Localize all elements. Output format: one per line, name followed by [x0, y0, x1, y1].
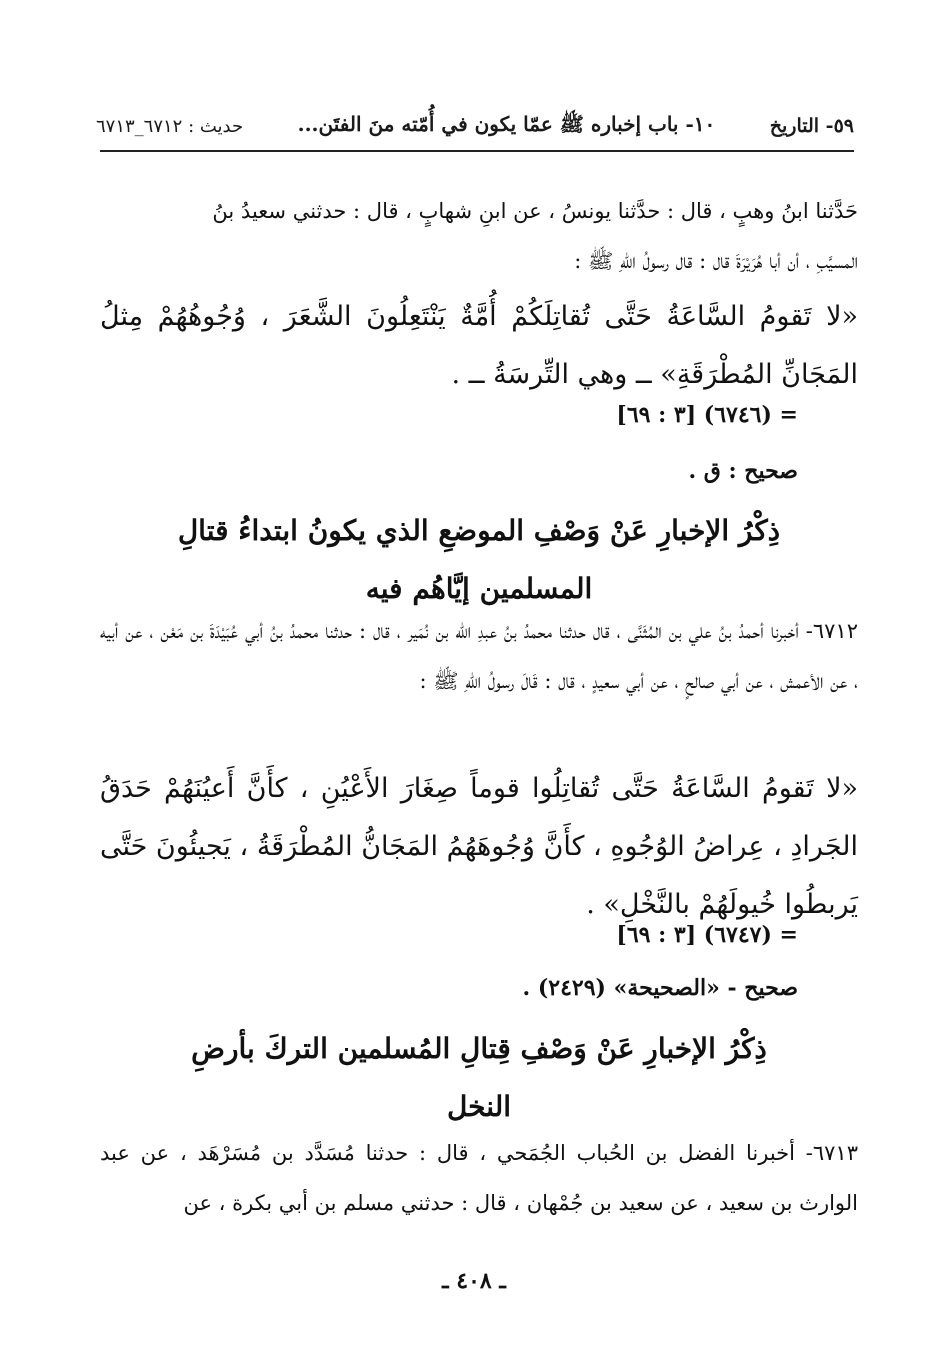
- heading-2-line-1: ذِكْرُ الإخبارِ عَنْ وَصْفِ قِتالِ المُسلمين التركَ بأرضِ: [191, 1032, 767, 1065]
- hadith-6712-grade: صحيح - «الصحيحة» (٢٤٢٩) .: [522, 975, 798, 1001]
- header-rule: [100, 150, 854, 152]
- hadith-6712-text: «لا تَقومُ السَّاعَةُ حَتَّى تُقاتِلُوا قوماً صِغَارَ الأَعْيُنِ ، كأَنَّ أَعيُنَهُمْ حَدَقُ الجَرادِ ، عِراضُ الوُجُوهِ ، كأَنَّ وُجُوهَهُمُ المَجَانُّ المُطْرَقَةُ ، يَجيئُونَ حَتَّى يَربطُوا خُيولَهُمْ بالنَّخْلِ» .: [100, 773, 858, 920]
- section-heading-2: [100, 1020, 858, 1136]
- intro-line-1: حَدَّثنا ابنُ وهبٍ ، قال : حدَّثنا يونسُ ، عن ابنِ شهابٍ ، قال : حدثني سعيدُ بنُ: [212, 199, 858, 223]
- section-heading-1: [100, 502, 858, 618]
- heading-1-line-1: ذِكْرُ الإخبارِ عَنْ وَصْفِ الموضعِ الذي يكونُ ابتداءُ قتالِ: [177, 514, 781, 547]
- hadith-1-grade: صحيح : ق .: [688, 458, 798, 484]
- hadith-6712-isnad: ٦٧١٢- أخبرنا أحمدُ بنُ علي بن المُثَنَّى ، قال حدثنا محمدُ بنُ عبدِ اللّه بن نُمَير ، قال : حدثنا محمدُ بنُ أبي عُبَيْدَةَ بن مَعْن ، عن أبيه ، عن الأعمش ، عن أبي صالحٍ ، عن أبي سعيدٍ ، قال : قَالَ رسولُ اللّهِ ﷺ :: [100, 619, 858, 693]
- hadith-6713-isnad: ٦٧١٣- أخبرنا الفضل بن الحُباب الجُمَحي ، قال : حدثنا مُسَدَّد بن مُسَرْهَد ، عن عبد الوارث بن سعيد ، عن سعيد بن جُمْهان ، قال : حدثني مسلم بن أبي بكرة ، عن: [100, 1141, 858, 1215]
- running-header: [96, 108, 854, 144]
- section-title: ١٠- باب إخباره ﷺ عمّا يكون في أُمّته منَ الفتَن...: [297, 111, 716, 136]
- hadith-1-text: «لا تَقومُ السَّاعَةُ حَتَّى تُقاتِلَكُمْ أُمَّةٌ يَنْتَعِلُونَ الشَّعَرَ ، وُجُوهُهُمْ مِثلُ المَجَانِّ المُطْرَقَةِ» ــ وهي التِّرسَةُ ــ .: [100, 301, 858, 390]
- heading-1-line-2: المسلمين إيَّاهُم فيه: [365, 572, 593, 605]
- chapter-title: ٥٩- التاريخ: [769, 115, 854, 137]
- heading-2-line-2: النخل: [446, 1090, 512, 1123]
- intro-isnad: [100, 186, 858, 286]
- intro-line-2: المسيَّبِ ، أن أبا هُرَيْرَةَ قال : قال رسولُ اللّهِ ﷺ :: [574, 249, 858, 273]
- hadith-6712-reference: = (٦٧٤٧) [٣ : ٦٩]: [616, 922, 798, 948]
- page-number: ـ ٤٠٨ ـ: [442, 1268, 506, 1294]
- hadith-1-reference: = (٦٧٤٦) [٣ : ٦٩]: [616, 402, 798, 428]
- hadith-range: حديث : ٦٧١٢_٦٧١٣: [96, 115, 244, 137]
